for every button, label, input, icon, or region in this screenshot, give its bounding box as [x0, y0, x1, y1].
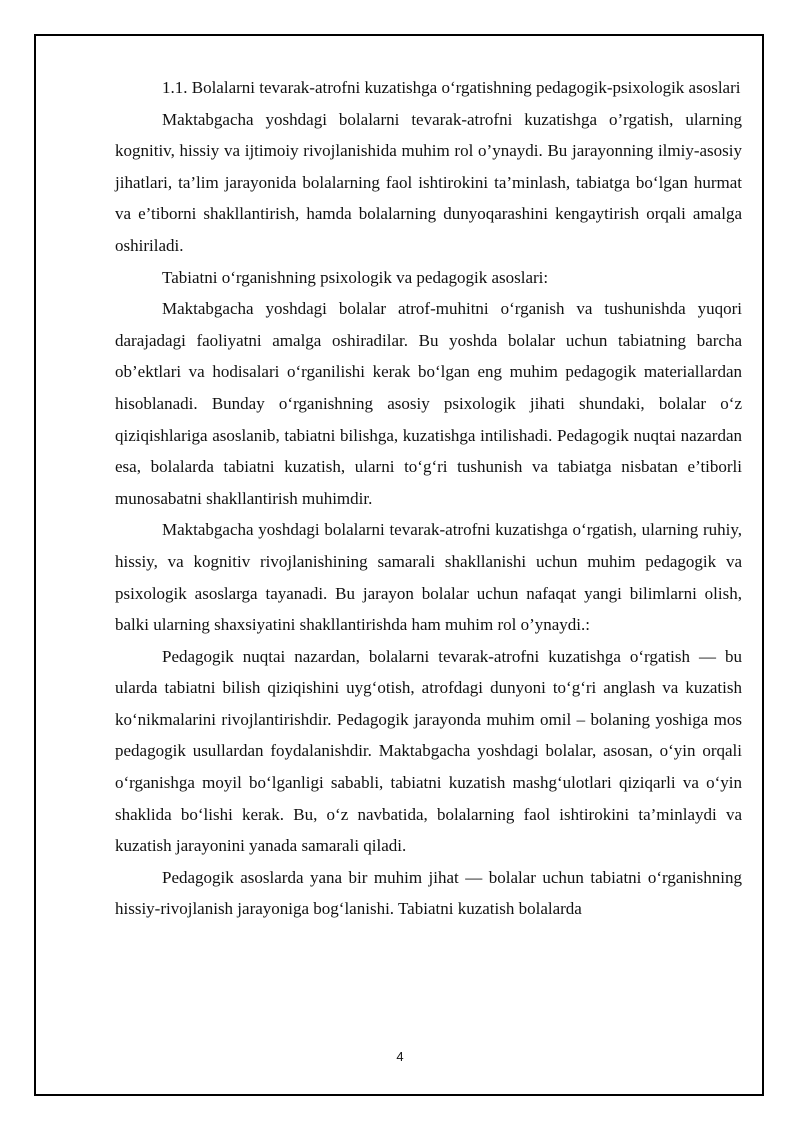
- section-heading: 1.1. Bolalarni tevarak-atrofni kuzatishga o‘rgatishning pedagogik-psixologik asoslari: [162, 78, 741, 97]
- paragraph: Maktabgacha yoshdagi bolalarni tevarak-atrofni kuzatishga o‘rgatish, ularning ruhiy, hissiy, va kognitiv rivojlanishining samarali shakllanishi uchun muhim pedagogik va psixologik asoslarga tayanadi. Bu jarayon bolalar uchun nafaqat yangi bilimlarni olish, balki ularning shaxsiyatini shakllantirishda ham muhim rol o’ynaydi.:: [115, 520, 742, 635]
- paragraph: Maktabgacha yoshdagi bolalar atrof-muhitni o‘rganish va tushunishda yuqori darajadagi faoliyatni amalga oshiradilar. Bu yoshda bolalar uchun tabiatning barcha ob’ektlari va hodisalari o‘rganilishi kerak bo‘lgan eng muhim pedagogik materiallardan hisoblanadi. Bunday o‘rganishning asosiy psixologik jihati shundaki, bolalar o‘z qiziqishlariga asoslanib, tabiatni bilishga, kuzatishga intilishadi. Pedagogik nuqtai nazardan esa, bolalarda tabiatni kuzatish, ularni to‘g‘ri tushunish va tabiatga nisbatan e’tiborli munosabatni shakllantirish muhimdir.: [115, 299, 742, 508]
- document-body: [115, 72, 742, 925]
- paragraph: Pedagogik asoslarda yana bir muhim jihat — bolalar uchun tabiatni o‘rganishning hissiy-rivojlanish jarayoniga bog‘lanishi. Tabiatni kuzatish bolalarda: [115, 867, 742, 919]
- paragraph: Tabiatni o‘rganishning psixologik va pedagogik asoslari:: [162, 267, 549, 287]
- paragraph: Pedagogik nuqtai nazardan, bolalarni tevarak-atrofni kuzatishga o‘rgatish — bu ularda tabiatni bilish qiziqishini uyg‘otish, atrofdagi dunyoni to‘g‘ri anglash va kuzatish ko‘nikmalarini rivojlantirishdir. Pedagogik jarayonda muhim omil – bolaning yoshiga mos pedagogik usullardan foydalanishdir. Maktabgacha yoshdagi bolalar, asosan, o‘yin orqali o‘rganishga moyil bo‘lganligi sababli, tabiatni kuzatish mashg‘ulotlari qiziqarli va o‘yin shaklida bo‘lishi kerak. Bu, o‘z navbatida, bolalarning faol ishtirokini ta’minlaydi va kuzatish jarayonini yanada samarali qiladi.: [115, 646, 742, 856]
- page-number: 4: [396, 1049, 404, 1064]
- paragraph: Maktabgacha yoshdagi bolalarni tevarak-atrofni kuzatishga o’rgatish, ularning kognitiv, hissiy va ijtimoiy rivojlanishida muhim rol o’ynaydi. Bu jarayonning ilmiy-asosiy jihatlari, ta’lim jarayonida bolalarning faol ishtirokini ta’minlash, tabiatga bo‘lgan hurmat va e’tiborni shakllantirish, hamda bolalarning dunyoqarashini kengaytirish orqali amalga oshiriladi.: [115, 109, 742, 255]
